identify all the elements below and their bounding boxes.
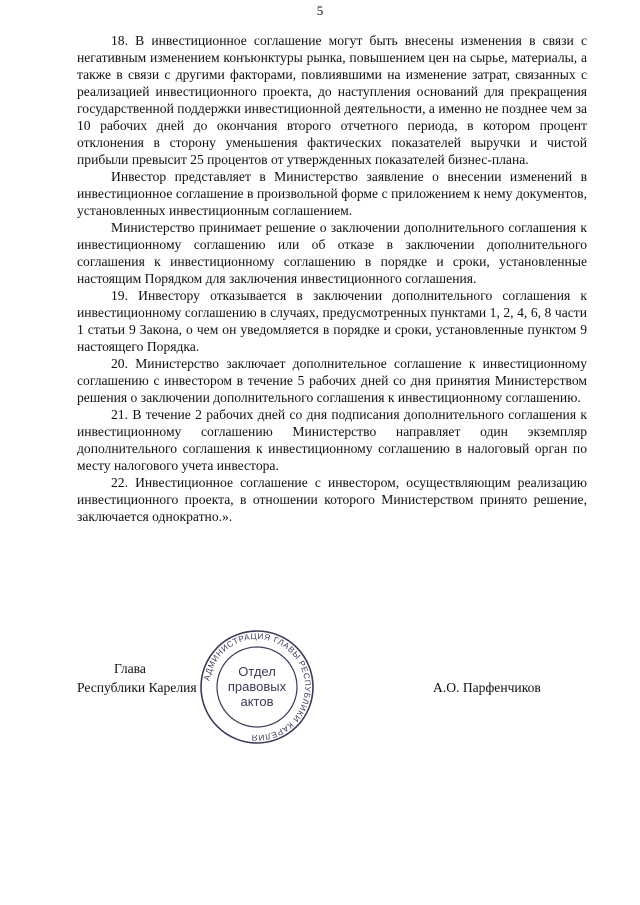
stamp-center-line1: Отдел [238, 664, 276, 679]
paragraph-investor-application: Инвестор представляет в Министерство заявление о внесении изменений в инвестиционное соглашение в произвольной форме с приложением к нему документов, установленных инвестиционным соглашением. [77, 169, 587, 218]
document-body [77, 32, 587, 525]
paragraph-20: 20. Министерство заключает дополнительное соглашение к инвестиционному соглашению с инвестором в течение 5 рабочих дней со дня принятия Министерством решения о заключении дополнительного соглашения к инвестиционному соглашению. [77, 356, 587, 405]
signatory-name: А.О. Парфенчиков [433, 680, 541, 695]
paragraph-ministry-decision: Министерство принимает решение о заключении дополнительного соглашения к инвестиционному соглашению или об отказе в заключении дополнительного соглашения к инвестиционному соглашению в порядке и сроки, установленные настоящим Порядком для заключения инвестиционного соглашения. [77, 220, 587, 286]
paragraph-21: 21. В течение 2 рабочих дней со дня подписания дополнительного соглашения к инвестиционному соглашению Министерство направляет один экземпляр дополнительного соглашения к инвестиционному соглашению в налоговый орган по месту налогового учета инвестора. [77, 407, 587, 473]
signatory-title-line2: Республики Карелия [77, 680, 197, 695]
page-number: 5 [316, 3, 324, 18]
stamp-center-line3: актов [240, 694, 274, 709]
paragraph-18: 18. В инвестиционное соглашение могут быть внесены изменения в связи с негативным изменением конъюнктуры рынка, повышением цен на сырье, материалы, а также в связи с другими факторами, повлиявшими на изменение затрат, связанных с реализацией инвестиционного проекта, до наступления оснований для прекращения государственной поддержки инвестиционной деятельности, а именно не позднее чем за 10 рабочих дней до окончания второго отчетного периода, в котором процент отклонения в сторону уменьшения фактических показателей выручки и чистой прибыли превысит 25 процентов от утвержденных показателей бизнес-плана. [77, 33, 587, 167]
paragraph-19: 19. Инвестору отказывается в заключении дополнительного соглашения к инвестиционному соглашению в случаях, предусмотренных пунктами 1, 2, 4, 6, 8 части 1 статьи 9 Закона, о чем он уведомляется в порядке и сроки, установленные пунктом 9 настоящего Порядка. [77, 288, 587, 354]
stamp-ring-text: АДМИНИСТРАЦИЯ ГЛАВЫ РЕСПУБЛИКИ КАРЕЛИЯ [202, 631, 313, 743]
paragraph-22: 22. Инвестиционное соглашение с инвестором, осуществляющим реализацию инвестиционного проекта, в отношении которого Министерством принято решение, заключается однократно.». [77, 475, 587, 524]
official-stamp [198, 628, 316, 746]
signature-block [0, 660, 640, 720]
stamp-seal-icon [198, 628, 316, 746]
signatory-title-line1: Глава [114, 661, 146, 676]
stamp-center-line2: правовых [227, 679, 287, 694]
